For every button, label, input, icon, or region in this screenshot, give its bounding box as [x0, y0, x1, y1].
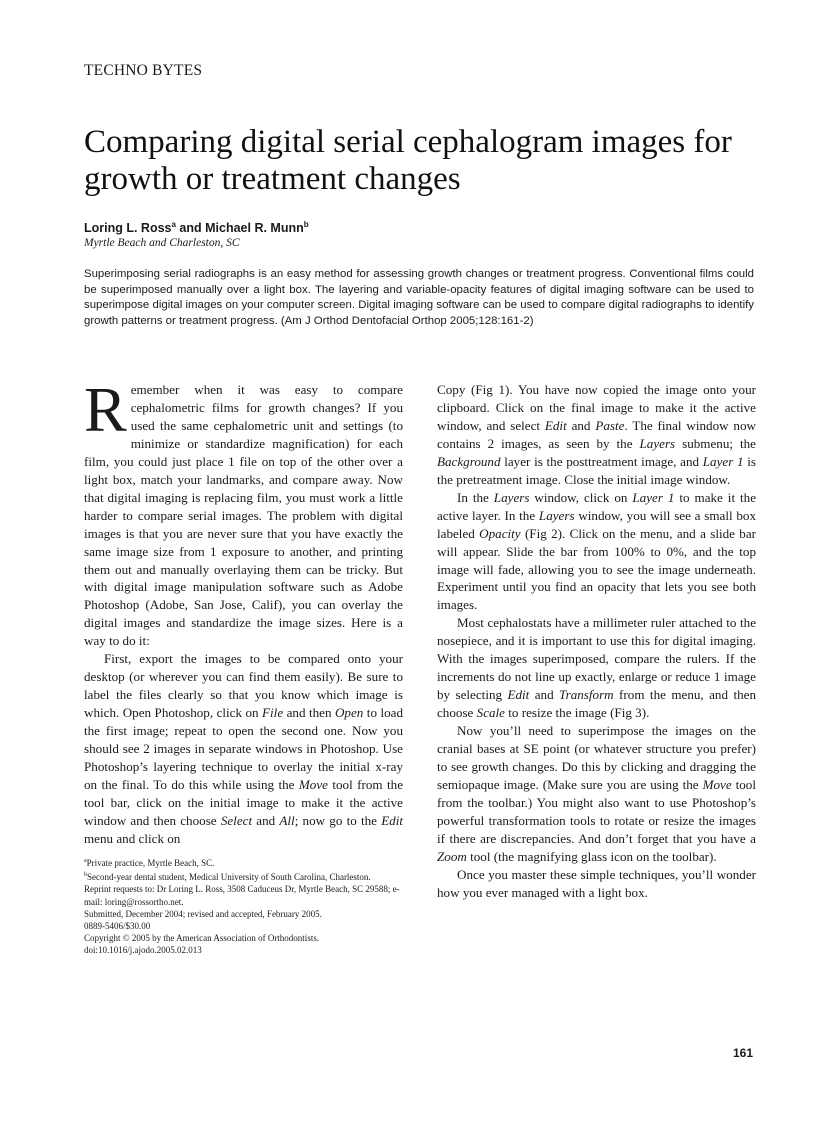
section-header: TECHNO BYTES	[84, 62, 203, 79]
body-paragraph: Most cephalostats have a millimeter ruler attached to the nosepiece, and it is important to use this for digital imaging. With the images superimposed, compare the rulers. If the increments do not line up exactly, enlarge or reduce 1 image by selecting Edit and Transform from the menu, and then choose Scale to resize the image (Fig 3).	[437, 615, 756, 721]
submission-dates: Submitted, December 2004; revised and accepted, February 2005.	[84, 908, 322, 919]
body-paragraph: Remember when it was easy to compare cephalometric films for growth changes? If you used the same cephalometric unit and settings (to minimize or standardize magnification) for each film, you could just place 1 file on top of the other over a light box, match your landmarks, and compare away. Now that digital imaging is replacing film, you must work a little harder to compare serial images. The problem with digital images is that you are never sure that you have exactly the same image size from 1 exposure to another, and printing them out and manually overlaying them can be tricky. But with digital image manipulation software such as Adobe Photoshop (Adobe, San Jose, Calif), you can overlay the digital images and standardize the image sizes. Here is a way to do it:	[84, 374, 403, 649]
copyright: Copyright © 2005 by the American Association of Orthodontists.	[84, 933, 320, 944]
author-name: Michael R. Munn	[205, 221, 304, 236]
footnote: $^a$Private practice, Myrtle Beach, SC.	[84, 858, 215, 868]
affiliation-marker: a	[171, 220, 176, 229]
body-paragraph: In the Layers window, click on Layer 1 to make it the active layer. In the Layers window, you will see a small box labeled Opacity (Fig 2). Click on the menu, and a slide bar will appear. Slide the bar from 100% to 0%, and the top image will fade, allowing you to see the image underneath. Experiment until you find an opacity that lets you see both images.	[437, 489, 757, 613]
body-column-right	[437, 381, 756, 902]
body-paragraph: Now you’ll need to superimpose the images on the cranial bases at SE point (or whatever structure you prefer) to see growth changes. Do this by clicking and dragging the semiopaque image. (Make sure you are using the Move tool from the toolbar.) You might also want to use Photoshop’s powerful transformation tools to rotate or resize the images if there are discrepancies. And don’t forget that you have a Zoom tool (the magnifying glass icon on the toolbar).	[437, 723, 756, 864]
issn-price: 0889-5406/$30.00	[84, 921, 151, 932]
doi: doi:10.1016/j.ajodo.2005.02.013	[84, 945, 202, 956]
author-name: Loring L. Ross	[84, 221, 172, 236]
article-title: Comparing digital serial cephalogram images for growth or treatment changes	[84, 124, 732, 197]
author-affiliation: Myrtle Beach and Charleston, SC	[84, 237, 240, 249]
page-number: 161	[733, 1046, 754, 1060]
body-paragraph: Copy (Fig 1). You have now copied the image onto your clipboard. Click on the final image to make it the active window, and select Edit and Paste. The final window now contains 2 images, as seen by the Layers submenu; the Background layer is the posttreatment image, and Layer 1 is the pretreatment image. Close the initial image window.	[437, 382, 756, 487]
body-column-left	[84, 374, 404, 848]
body-paragraph: First, export the images to be compared onto your desktop (or wherever you can find them easily). Be sure to label the files clearly so that you know which image is which. Open Photoshop, click on File and then Open to load the first image; repeat to open the second one. Now you should see 2 images in separate windows in Photoshop. Use Photoshop’s layering technique to overlay the initial x-ray on the final. To do this while using the Move tool from the tool bar, click on the initial image to make it the active window and then choose Select and All; now go to the Edit menu and click on	[84, 651, 404, 846]
body-paragraph: Once you master these simple techniques, you’ll wonder how you ever managed with a light box.	[437, 866, 756, 900]
footnote: $^b$Second-year dental student, Medical University of South Carolina, Charleston.	[84, 872, 371, 883]
drop-cap: R	[84, 374, 127, 445]
footnotes	[84, 855, 409, 957]
reprint-request: Reprint requests to: Dr Loring L. Ross, 3508 Caduceus Dr, Myrtle Beach, SC 29588; e-mail: loring@rossortho.net.	[84, 884, 400, 907]
author-joiner: and	[175, 221, 206, 236]
abstract: Superimposing serial radiographs is an easy method for assessing growth changes or treatment progress. Conventional films could be superimposed manually over a light box. The layering and variable-opacity features of digital imaging software can be used to superimpose digital images on your computer screen. Digital imaging software can be used to compare digital radiographs to identify growth patterns or treatment progress. (Am J Orthod Dentofacial Orthop 2005;128:161-2)	[84, 268, 754, 327]
affiliation-marker: b	[303, 220, 309, 229]
author-line	[84, 220, 309, 235]
